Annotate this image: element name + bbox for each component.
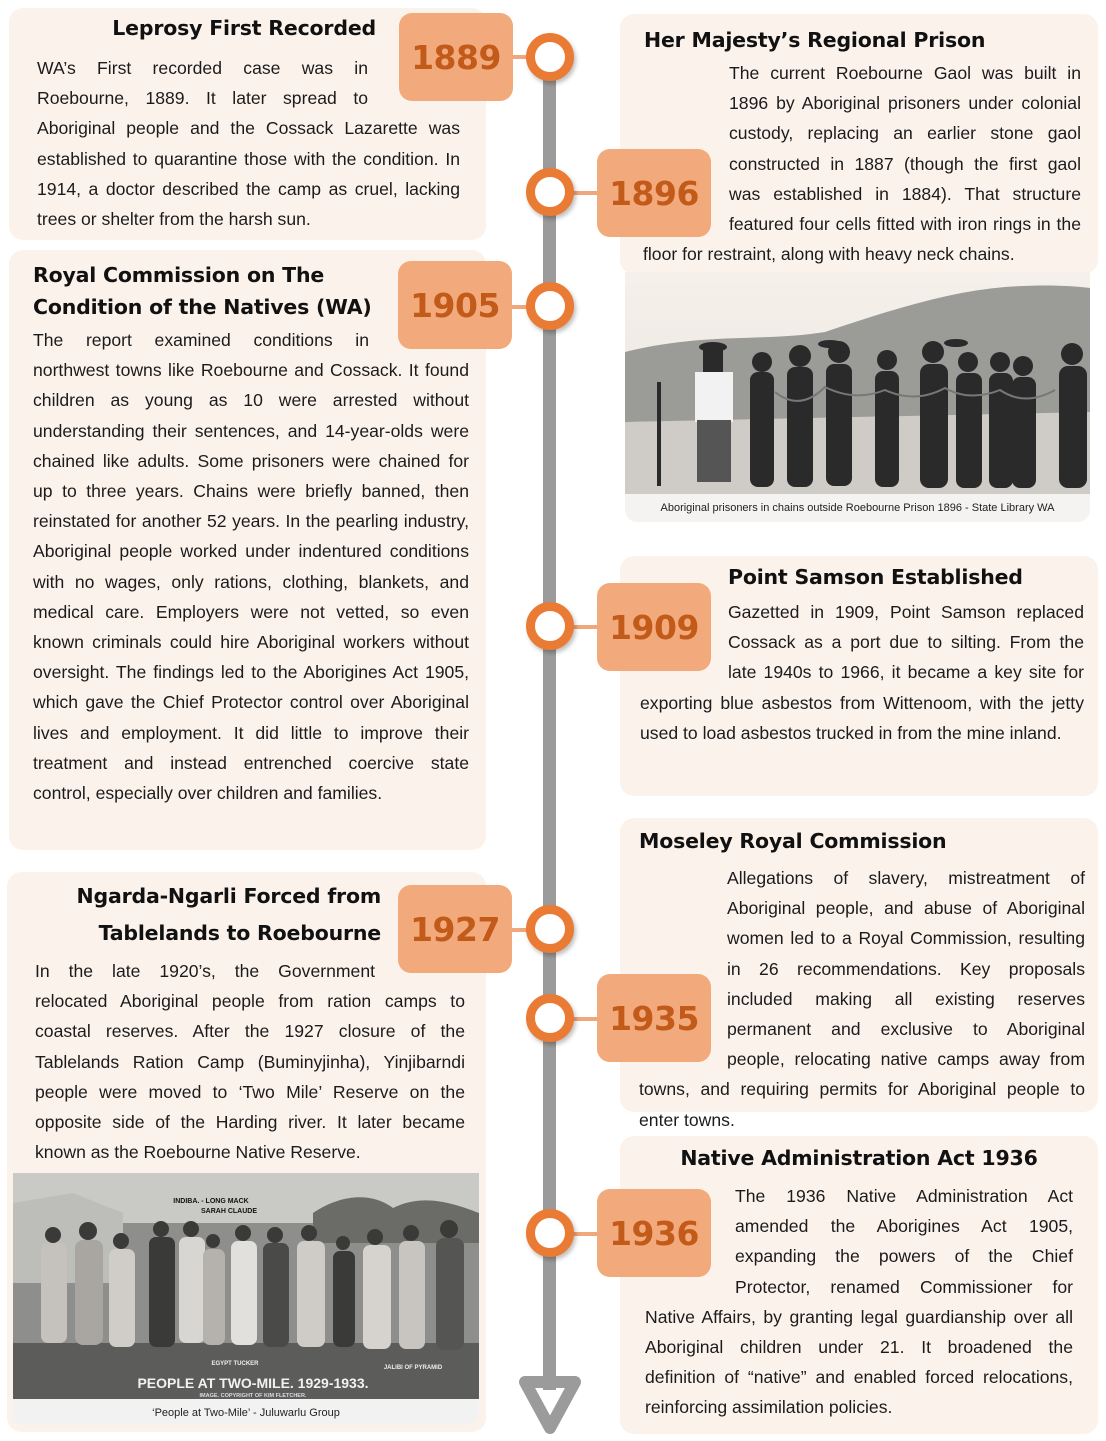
year-badge-1935: 1935	[597, 974, 711, 1062]
event-title-line2: Condition of the Natives (WA)	[33, 295, 372, 319]
event-body: The 1936 Native Administration Act amended the Aborigines Act 1905, expanding the powers of the Chief Protector, renamed Commissioner for Native Affairs, by granting legal guardianship over all Aboriginal children under 21. It broadened the definition of “native” and enabled forced relocations, reinforcing assimilation policies.	[645, 1186, 1073, 1418]
timeline-node-1905[interactable]	[526, 282, 574, 330]
timeline-node-1889[interactable]	[526, 33, 574, 81]
year-badge-1909: 1909	[597, 583, 711, 671]
year-badge-1905: 1905	[398, 261, 512, 349]
image-label: INDIBA. - LONG MACK	[173, 1198, 249, 1205]
event-title: Point Samson Established	[728, 565, 1023, 589]
timeline-node-1909[interactable]	[526, 602, 574, 650]
image-label: JALIBI OF PYRAMID	[383, 1365, 443, 1371]
event-body: The current Roebourne Gaol was built in 1896 by Aboriginal prisoners under colonial custody, replacing an earlier stone gaol constructed in 1887 (though the first gaol was established in 1884). That structure featured four cells fitted with iron rings in the floor for restraint, along with heavy neck chains.	[643, 63, 1081, 265]
timeline-arrow-down-icon	[517, 1374, 583, 1436]
connector-line	[570, 1232, 600, 1236]
event-body: The report examined conditions in northwest towns like Roebourne and Cossack. It found children as young as 10 were arrested without understanding their sentences, and 14-year-olds were chained like adults. Some prisoners were chained for up to three years. Chains were briefly banned, then reinstated for another 52 years. In the pearling industry, Aboriginal people worked under indentured conditions with no wages, only rations, clothing, blankets, and medical care. Employers were not vetted, so even known criminals could hire Aboriginal workers without oversight. The findings led to the Aborigines Act 1905, which gave the Chief Protector control over Aboriginal lives and employment. It did little to improve their treatment and instead entrenched coercive state control, especially over children and families.	[33, 330, 469, 804]
timeline-node-1896[interactable]	[526, 168, 574, 216]
timeline-spine	[543, 70, 556, 1390]
connector-line	[570, 1017, 600, 1021]
image-caption: Aboriginal prisoners in chains outside Roebourne Prison 1896 - State Library WA	[660, 502, 1055, 514]
prison-photo	[625, 272, 1090, 522]
event-body: Gazetted in 1909, Point Samson replaced Cossack as a port due to silting. From the late 1940s to 1966, it became a key site for exporting blue asbestos from Wittenoom, with the jetty used to load asbestos trucked in from the mine inland.	[640, 602, 1084, 743]
timeline-node-1936[interactable]	[526, 1209, 574, 1257]
event-body: In the late 1920’s, the Government relocated Aboriginal people from ration camps to coastal reserves. After the 1927 closure of the Tablelands Ration Camp (Buminyjinha), Yinjibarndi people were moved to ‘Two Mile’ Reserve on the opposite side of the Harding river. It later became known as the Roebourne Native Reserve.	[35, 961, 465, 1163]
year-badge-1936: 1936	[597, 1189, 711, 1277]
event-title: Moseley Royal Commission	[639, 829, 947, 853]
prisoners-in-chains-image	[625, 272, 1090, 494]
people-at-two-mile-image	[13, 1173, 479, 1399]
event-card-native-admin	[620, 1136, 1098, 1434]
event-title: Native Administration Act 1936	[680, 1146, 1038, 1170]
image-overlay-title: PEOPLE AT TWO-MILE. 1929-1933.	[137, 1375, 369, 1391]
timeline-node-1935[interactable]	[526, 994, 574, 1042]
connector-line	[570, 191, 600, 195]
timeline-node-1927[interactable]	[526, 905, 574, 953]
image-label: SARAH CLAUDE	[201, 1208, 257, 1215]
year-badge-1896: 1896	[597, 149, 711, 237]
two-mile-photo	[13, 1173, 479, 1425]
event-body: WA’s First recorded case was in Roebourne, 1889. It later spread to Aboriginal people and the Cossack Lazarette was established to quarantine those with the condition. In 1914, a doctor described the camp as cruel, lacking trees or shelter from the harsh sun.	[37, 58, 460, 230]
connector-line	[570, 625, 600, 629]
image-caption: ‘People at Two-Mile’ - Juluwarlu Group	[152, 1407, 340, 1419]
event-card-moseley	[620, 818, 1098, 1130]
event-title: Leprosy First Recorded	[112, 16, 376, 40]
year-badge-1927: 1927	[398, 885, 512, 973]
event-title-line1: Ngarda-Ngarli Forced from	[76, 884, 381, 908]
image-label: EGYPT TUCKER	[211, 1361, 259, 1367]
event-title: Her Majesty’s Regional Prison	[644, 28, 986, 52]
event-title-line1: Royal Commission on The	[33, 263, 325, 287]
image-overlay-copyright: IMAGE. COPYRIGHT OF KIM FLETCHER.	[199, 1393, 307, 1399]
year-badge-1889: 1889	[399, 13, 513, 101]
event-body: Allegations of slavery, mistreatment of Aboriginal people, and abuse of Aboriginal women led to a Royal Commission, resulting in 26 recommendations. Key proposals included making all existing reserves permanent and exclusive to Aboriginal people, relocating native camps away from towns, and requiring permits for Aboriginal people to enter towns.	[639, 868, 1085, 1130]
event-title-line2: Tablelands to Roebourne	[98, 921, 381, 945]
